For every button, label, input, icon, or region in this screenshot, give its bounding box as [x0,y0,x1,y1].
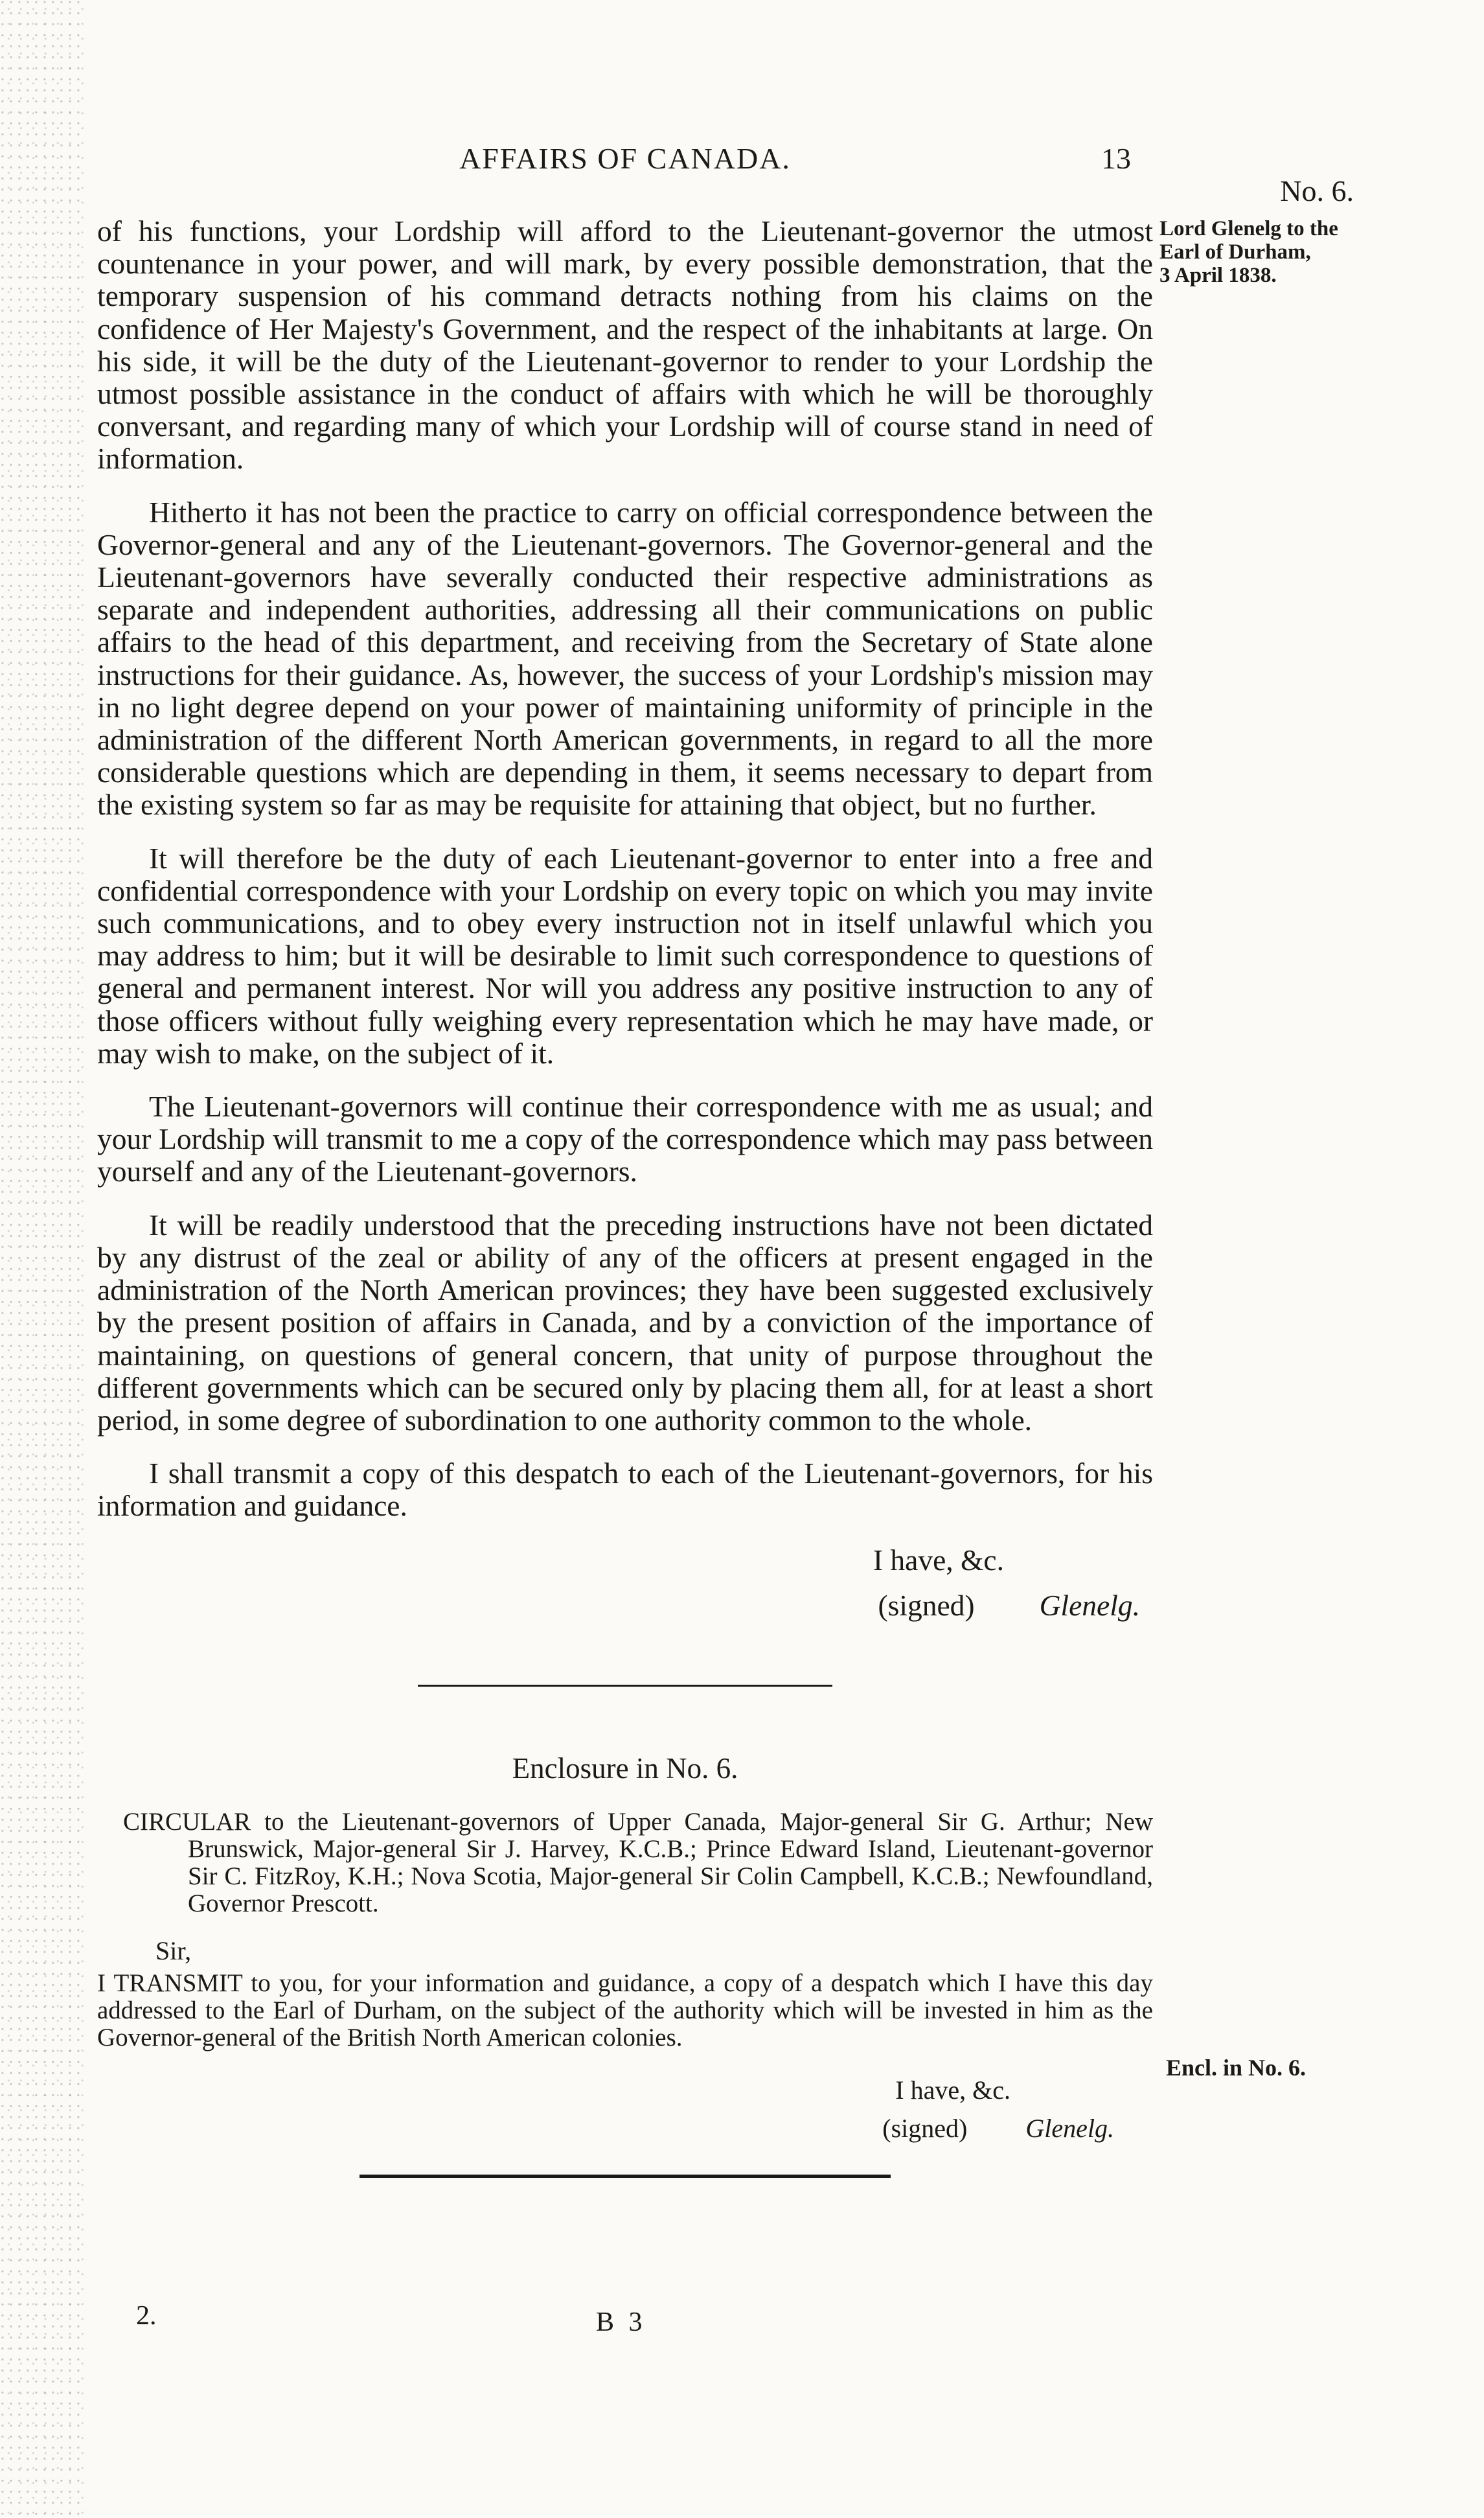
salutation: Sir, [155,1935,192,1965]
main-text [97,215,1153,2178]
signed-label: (signed) [882,2113,968,2143]
enclosure-signature [97,2113,1153,2143]
margin-note-line: Earl of Durham, [1159,240,1311,264]
margin-column [1159,174,1354,287]
body-paragraph: Hitherto it has not been the practice to carry on official correspondence between the Governor-general and any of the Lieutenant-governors. The Governor-general and the Lieutenant-governors have severally conducted their respective administrations as separate and independent authorities, addressing all their communications on public affairs to the head of this department, and receiving from the Secretary of State alone instructions for their guidance. As, however, the success of your Lordship's mission may in no light degree depend on your power of maintaining uniformity of principle in the administration of the different North American governments, in regard to all the more considerable questions which are depending in them, it seems necessary to depart from the existing system so far as may be requisite for attaining that object, but no further. [97,495,1153,822]
margin-note-line: Lord Glenelg to the [1159,217,1338,240]
enclosure-margin-note: Encl. in No. 6. [1166,2055,1307,2081]
circular-addressees: CIRCULAR to the Lieutenant-governors of Upper Canada, Major-general Sir G. Arthur; New Brunswick, Major-general Sir J. Harvey, K.C.B.; Prince Edward Island, Lieutenant-governor Sir C. FitzRoy, K.H.; Nova Scotia, Major-general Sir Colin Campbell, K.C.B.; Newfoundland, Governor Prescott. [123,1807,1153,1917]
body-paragraph: It will be readily understood that the preceding instructions have not been dictated by any distrust of the zeal or ability of any of the officers at present engaged in the administration of the North American provinces; they have been suggested exclusively by the present position of affairs in Canada, and by a conviction of the importance of maintaining, on questions of general concern, that unity of purpose throughout the different governments which can be secured only by placing them all, for at least a short period, in some degree of subordination to one authority common to the whole. [97,1208,1153,1437]
enclosure-closing: I have, &c. [895,2075,1010,2105]
margin-note-line: 3 April 1838. [1159,264,1277,287]
signature-block [97,1589,1153,1623]
footer-number: 2. [136,2301,157,2331]
signer-name: Glenelg. [1039,1588,1140,1622]
scan-edge-speckle [0,0,84,2518]
signature-mark: B 3 [596,2307,646,2337]
body-paragraph: It will therefore be the duty of each Lieutenant-governor to enter into a free and confidential correspondence with your Lordship on every topic on which you may invite such communications, and to obey every instruction not in itself unlawful which you may address to him; but it will be desirable to limit such correspondence to questions of general and permanent interest. Nor will you address any positive instruction to any of those officers without fully weighing every representation which he may have made, or may wish to make, on the subject of it. [97,841,1153,1070]
enclosure-text: I TRANSMIT to you, for your information and guidance, a copy of a despatch which I have this day addressed to the Earl of Durham, on the subject of the authority which will be invested in him as the Governor-general of the British North American colonies. [97,1969,1153,2051]
closing: I have, &c. [873,1543,1004,1577]
document-number: No. 6. [1280,174,1354,207]
page-number: 13 [1101,142,1131,175]
margin-note [1159,217,1354,287]
enclosure-heading: Enclosure in No. 6. [512,1751,738,1785]
signer-name: Glenelg. [1025,2113,1114,2143]
end-rule [360,2175,891,2178]
body-paragraph: of his functions, your Lordship will afford to the Lieutenant-governor the utmost countenance in your power, and will mark, by every possible demonstration, that the temporary suspension of his command detracts nothing from his claims on the confidence of Her Majesty's Government, and the respect of the inhabitants at large. On his side, it will be the duty of the Lieutenant-governor to render to your Lordship the utmost possible assistance in the conduct of affairs with which he will be thoroughly conversant, and regarding many of which your Lordship will of course stand in need of information. [97,214,1153,476]
section-rule [418,1685,832,1687]
body-paragraph: The Lieutenant-governors will continue their correspondence with me as usual; and your Lordship will transmit to me a copy of the correspondence which may pass between yourself and any of the Lieutenant-governors. [97,1090,1153,1188]
signed-label: (signed) [878,1588,975,1622]
body-paragraph: I shall transmit a copy of this despatch to each of the Lieutenant-governors, for his information and guidance. [97,1457,1153,1523]
running-title: AFFAIRS OF CANADA. [459,142,791,175]
